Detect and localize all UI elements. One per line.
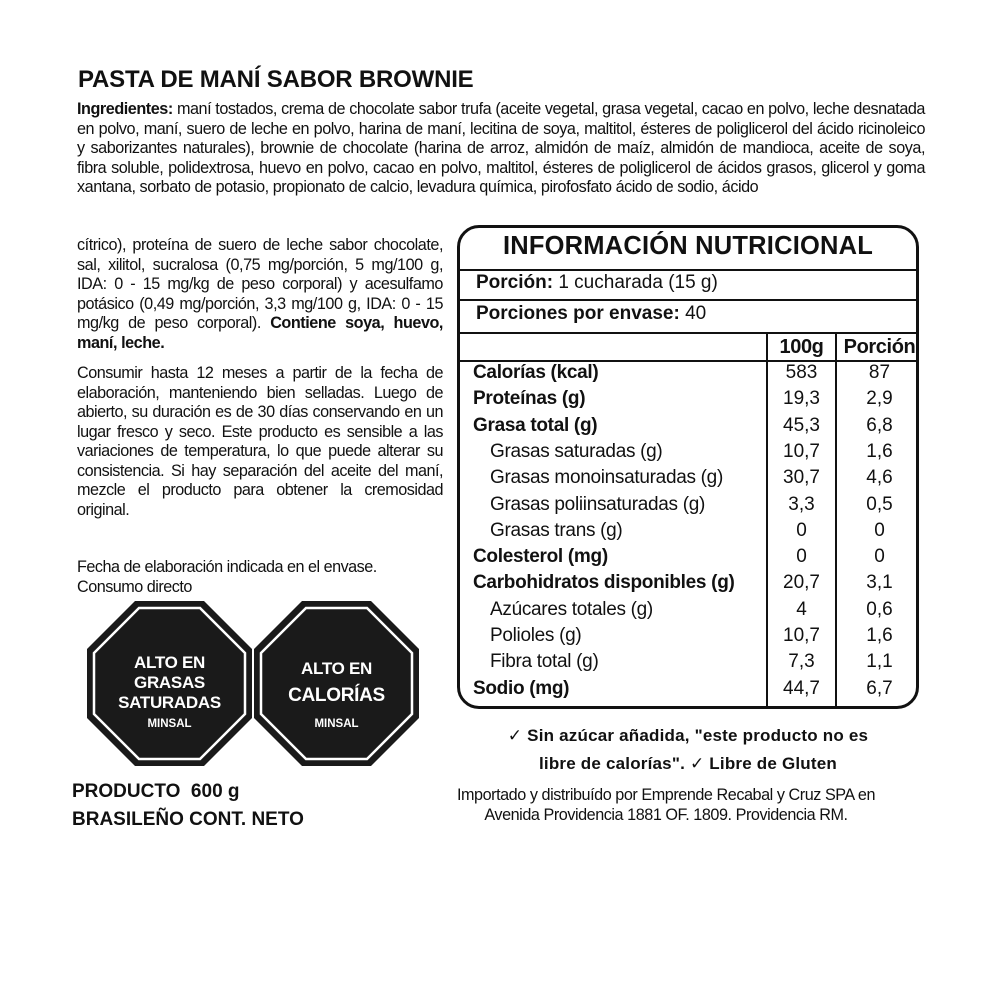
product-claims [457,722,919,778]
nutrient-label: Azúcares totales (g) [490,598,653,620]
nutrient-label: Proteínas (g) [473,388,586,410]
nutrient-value-100g: 0 [796,546,807,568]
nutrient-value-100g: 3,3 [788,493,815,515]
net-line-1: PRODUCTO 600 g [72,781,240,802]
nutrient-value-100g: 45,3 [783,414,820,436]
nutrient-value-100g: 10,7 [783,440,820,462]
nutrient-value-100g: 44,7 [783,677,820,699]
nutrient-value-100g: 20,7 [783,572,820,594]
nutrient-value-100g: 10,7 [783,625,820,646]
nutrient-value-100g: 4 [796,598,807,620]
nutrition-table [457,225,919,709]
nutrient-value-portion: 1,6 [866,440,893,462]
net-content [72,778,304,834]
nutrient-value-portion: 0,6 [866,598,893,620]
warning-text: CALORÍAS [288,685,385,706]
nutrient-value-portion: 6,8 [866,414,893,436]
nutrient-value-portion: 0 [874,519,885,541]
warning-authority: MINSAL [147,718,192,730]
storage-instructions: Consumir hasta 12 meses a partir de la fecha de elaboración, manteniendo bien selladas. Luego de abierto, su duración es de 30 días conservando en un lugar fresco y seco. Este producto es sensible a las variaciones de temperatura, lo que puede alterar su consistencia. Si hay separación del aceite del maní, mezcle el producto para obtener la cremosidad original. [77,364,443,519]
column-header-portion: Porción [843,336,916,358]
nutrient-value-portion: 0 [874,546,885,568]
ingredients-label: Ingredientes: [77,100,173,118]
servings-per-container [476,303,706,325]
nutrient-value-portion: 6,7 [866,677,893,699]
nutrient-value-portion: 4,6 [866,467,893,489]
ingredients-body: maní tostados, crema de chocolate sabor trufa (aceite vegetal, grasa vegetal, cacao en polvo, leche desnatada en polvo, maní, suero de leche en polvo, harina de maní, lecitina de soya, maltitol, ésteres de poliglicerol del ácido ricinoleico y saborizantes naturales), brownie de chocolate (harina de arroz, almidón de maíz, almidón de mandioca, aceite de soya, fibra soluble, polidextrosa, huevo en polvo, cacao en polvo, maltitol, ésteres de poliglicerol de ácidos grasos, glicerol y goma xantana, sorbato de potasio, propionato de calcio, levadura química, pirofosfato ácido de sodio, ácido [77,100,925,196]
servings-value: 40 [679,303,707,324]
nutrient-value-portion: 2,9 [866,388,893,410]
importer-info [405,786,927,825]
claim-line-1: ✓ Sin azúcar añadida, "este producto no es [507,726,869,745]
nutrient-value-portion: 0,5 [866,493,893,515]
warning-text: SATURADAS [118,693,221,712]
warning-text: ALTO EN [301,659,372,678]
nutrient-value-100g: 583 [785,362,818,383]
portion-size [476,272,718,294]
nutrient-value-100g: 0 [796,519,807,541]
nutrient-value-100g: 7,3 [788,651,815,673]
servings-label: Porciones por envase: [476,303,680,324]
portion-value: 1 cucharada (15 g) [553,272,718,293]
importer-line-2: Avenida Providencia 1881 OF. 1809. Providencia RM. [484,805,848,824]
nutrient-value-portion: 87 [868,362,891,383]
warning-text: GRASAS [134,673,205,692]
product-title: PASTA DE MANÍ SABOR BROWNIE [78,66,474,93]
date-line: Fecha de elaboración indicada en el envase. [77,558,377,576]
nutrient-label: Carbohidratos disponibles (g) [473,572,735,594]
ingredients-text [77,100,925,198]
ingredients-continued [77,236,443,353]
nutrient-label: Grasas trans (g) [490,519,623,541]
nutrient-value-portion: 1,6 [866,625,893,646]
nutrient-label: Grasas poliinsaturadas (g) [490,493,706,515]
nutrient-label: Grasa total (g) [473,414,598,436]
nutrient-value-portion: 3,1 [866,572,893,594]
nutrient-label: Calorías (kcal) [473,362,599,383]
warning-authority: MINSAL [314,718,359,730]
net-line-2: BRASILEÑO CONT. NETO [72,809,304,830]
warning-octagon [254,601,419,766]
nutrient-label: Fibra total (g) [490,651,599,673]
nutrient-label: Grasas monoinsaturadas (g) [490,467,723,489]
consumption-line: Consumo directo [77,577,192,596]
column-header-100g: 100g [779,336,824,358]
ingredients-body-continued: cítrico), proteína de suero de leche sabor chocolate, sal, xilitol, sucralosa (0,75 mg/porción, 5 mg/100 g, IDA: 0 - 15 mg/kg de peso corporal) y acesulfamo potásico (0,49 mg/porción, 3,3 mg/100 g, IDA: 0 - 15 mg/kg de peso corporal). [77,236,443,332]
divider [460,269,916,271]
portion-label: Porción: [476,272,554,293]
nutrient-label: Polioles (g) [490,625,582,646]
nutrient-label: Sodio (mg) [473,677,570,699]
importer-line-1: Importado y distribuído por Emprende Recabal y Cruz SPA en [456,786,876,804]
nutrient-value-100g: 30,7 [783,467,820,489]
warning-text: ALTO EN [134,653,205,672]
nutrient-label: Grasas saturadas (g) [490,440,663,462]
allergens-statement: Contiene soya, huevo, maní, leche. [77,314,443,352]
nutrition-title: INFORMACIÓN NUTRICIONAL [502,232,874,260]
claim-line-2: libre de calorías". ✓ Libre de Gluten [538,754,837,773]
divider [460,299,916,301]
nutrient-value-portion: 1,1 [866,651,893,673]
nutrient-label: Colesterol (mg) [473,546,608,568]
date-info [77,558,457,597]
nutrient-value-100g: 19,3 [783,388,820,410]
divider [460,332,916,334]
warning-octagon [87,601,252,766]
